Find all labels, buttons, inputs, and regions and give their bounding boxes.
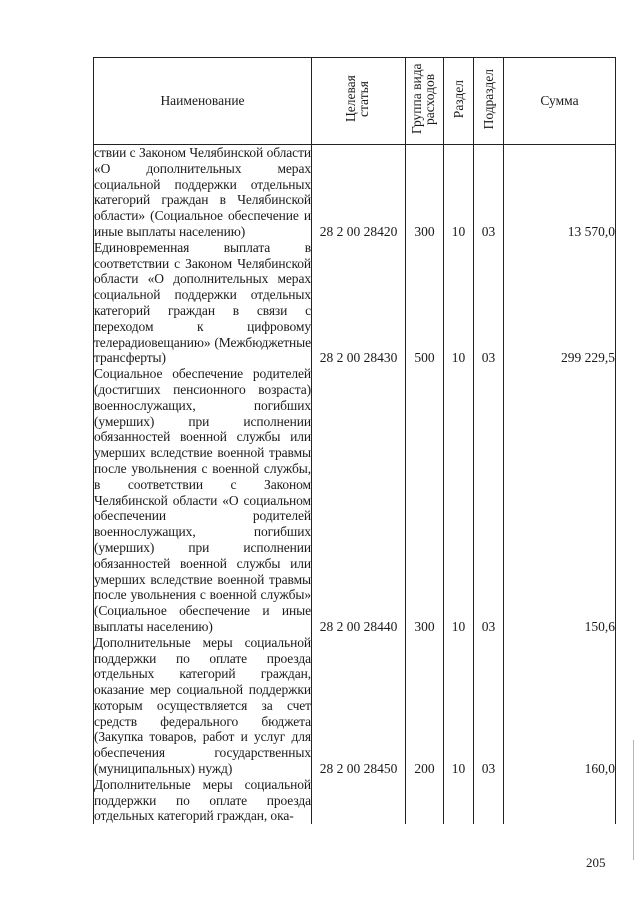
row-code: 28 2 00 28430 bbox=[312, 240, 406, 366]
row-group: 500 bbox=[406, 240, 444, 366]
table-row bbox=[94, 145, 616, 240]
header-section-text: Раздел bbox=[451, 79, 466, 119]
table-header-row bbox=[94, 58, 616, 145]
row-group: 200 bbox=[406, 635, 444, 777]
row-group: 300 bbox=[406, 145, 444, 240]
budget-table bbox=[93, 57, 616, 824]
header-target bbox=[312, 58, 406, 145]
header-subsection-text: Подраздел bbox=[481, 68, 496, 130]
row-name: Единовременная выплата в соответствии с Законом Челябинской области «О дополнительных мерах социальной поддержки отдельных категорий граждан в связи с переходом к цифровому телерадиовещанию» (Межбюджетные трансферты) bbox=[94, 239, 311, 366]
scan-edge-mark bbox=[633, 740, 634, 860]
table-row bbox=[94, 635, 616, 777]
row-code: 28 2 00 28420 bbox=[312, 145, 406, 240]
row-sum: 160,0 bbox=[504, 635, 616, 777]
table-row bbox=[94, 777, 616, 824]
table-row bbox=[94, 366, 616, 635]
header-target-text: Целевая статья bbox=[342, 75, 371, 123]
row-subsection: 03 bbox=[474, 635, 504, 777]
row-code: 28 2 00 28440 bbox=[312, 366, 406, 635]
row-sum: 13 570,0 bbox=[504, 145, 616, 240]
header-group-text: Группа вида расходов bbox=[408, 63, 437, 135]
header-sum: Сумма bbox=[504, 58, 616, 145]
row-subsection: 03 bbox=[474, 145, 504, 240]
row-code bbox=[312, 777, 406, 824]
row-name: Социальное обеспечение родителей (достигших пенсионного возраста) военнослужащих, погибших (умерших) при исполнении обязанностей военной службы или умерших вследствие военной травмы после увольнения с военной службы, в соответствии с Законом Челябинской области «О социальном обеспечении родителей военнослужащих, погибших (умерших) при исполнении обязанностей военной службы или умерших вследствие военной травмы после увольнения с военной службы» (Социальное обеспечение и иные выплаты населению) bbox=[94, 366, 311, 634]
row-subsection: 03 bbox=[474, 240, 504, 366]
row-group: 300 bbox=[406, 366, 444, 635]
header-section bbox=[444, 58, 474, 145]
row-name: Дополнительные меры социальной поддержки по оплате проезда отдельных категорий граждан, оказание мер социальной поддержки которым осуществляется за счет средств федерального бюджета (Закупка товаров, работ и услуг для обеспечения государственных (муниципальных) нужд) bbox=[94, 634, 311, 777]
row-sum: 299 229,5 bbox=[504, 240, 616, 366]
row-sum bbox=[504, 777, 616, 824]
header-name: Наименование bbox=[94, 58, 312, 145]
header-subsection bbox=[474, 58, 504, 145]
row-sum: 150,6 bbox=[504, 366, 616, 635]
row-group bbox=[406, 777, 444, 824]
page-number: 205 bbox=[586, 855, 606, 870]
row-section bbox=[444, 777, 474, 824]
row-section: 10 bbox=[444, 240, 474, 366]
row-section: 10 bbox=[444, 145, 474, 240]
row-code: 28 2 00 28450 bbox=[312, 635, 406, 777]
row-subsection bbox=[474, 777, 504, 824]
row-section: 10 bbox=[444, 635, 474, 777]
row-name: Дополнительные меры социальной поддержки по оплате проезда отдельных категорий граждан, ока- bbox=[94, 776, 311, 824]
header-group bbox=[406, 58, 444, 145]
row-name: ствии с Законом Челябинской области «О дополнительных мерах социальной поддержки отдельных категорий граждан в Челябинской области» (Социальное обеспечение и иные выплаты населению) bbox=[94, 145, 311, 239]
row-section: 10 bbox=[444, 366, 474, 635]
table-row bbox=[94, 240, 616, 366]
row-subsection: 03 bbox=[474, 366, 504, 635]
